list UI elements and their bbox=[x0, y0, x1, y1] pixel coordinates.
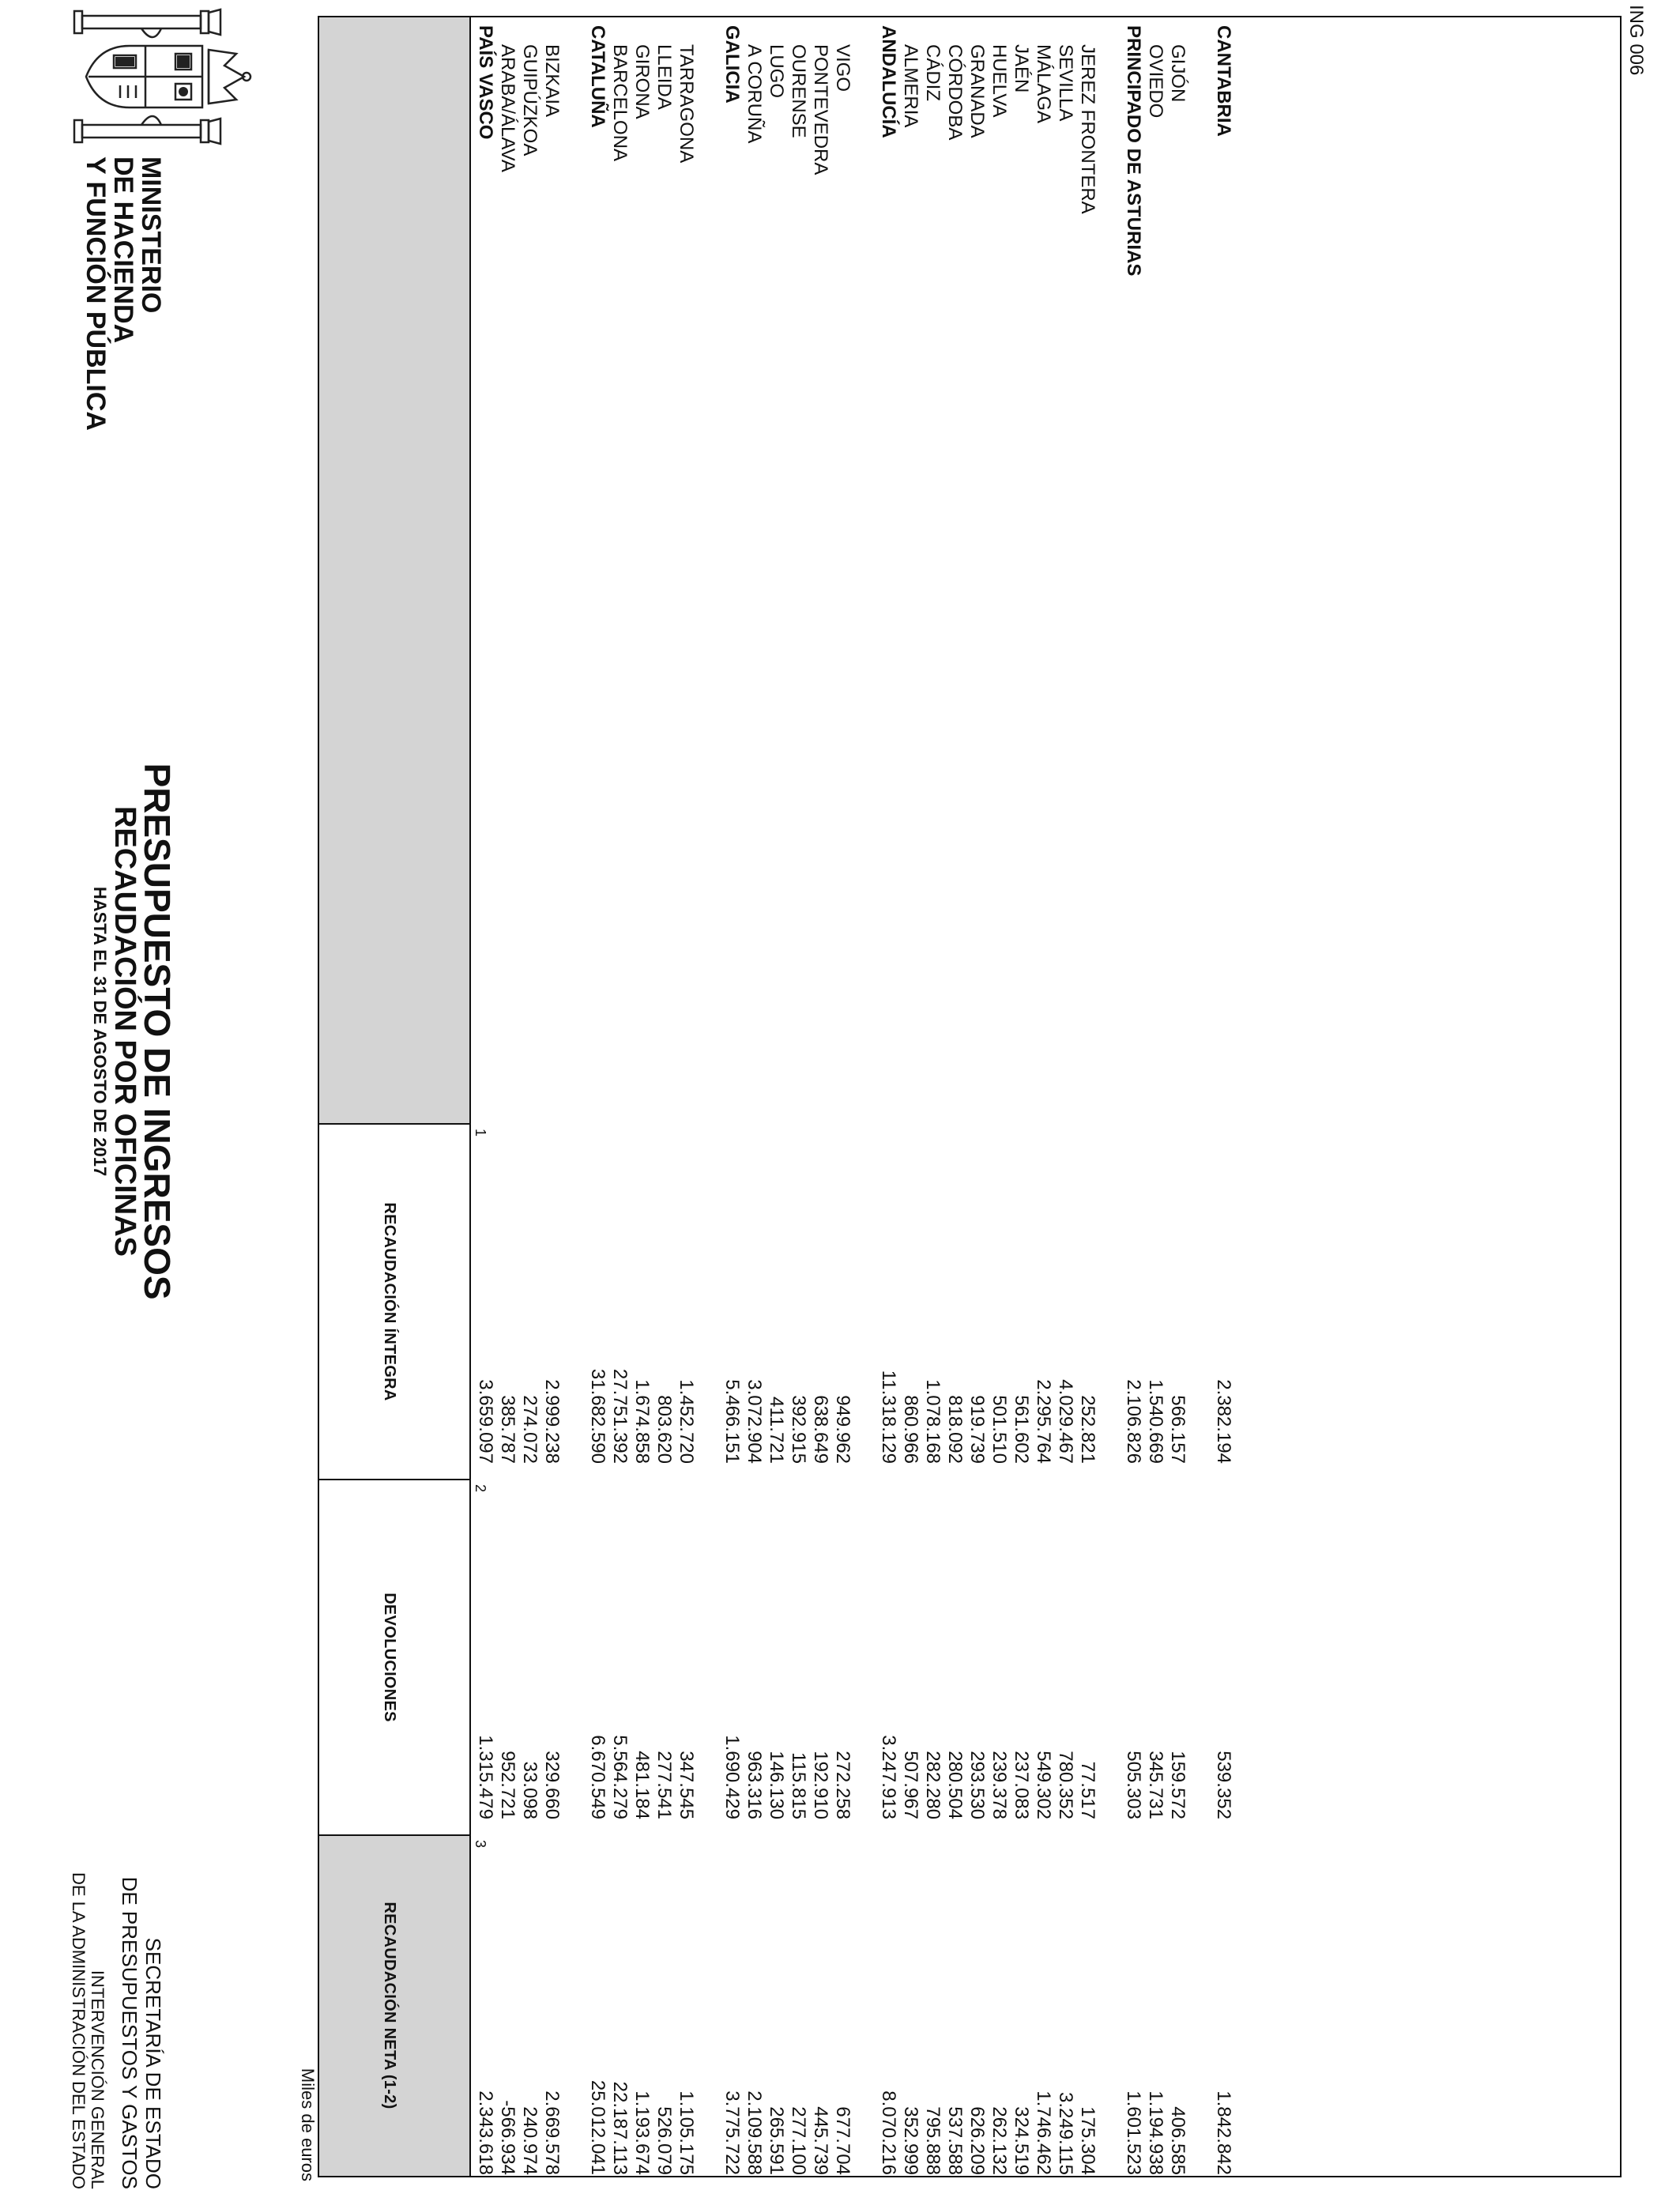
row-label: VIGO bbox=[832, 44, 853, 92]
cell-devoluciones: 345.731 bbox=[1145, 1751, 1166, 1819]
column-divider bbox=[319, 1479, 469, 1480]
secretaria-line-2: DE PRESUPUESTOS Y GASTOS bbox=[118, 1876, 141, 2189]
row-label: SEVILLA bbox=[1055, 44, 1076, 122]
cell-devoluciones: 780.352 bbox=[1055, 1751, 1076, 1819]
cell-integra: 501.510 bbox=[989, 1395, 1010, 1464]
cell-neta: 1.746.462 bbox=[1033, 2090, 1054, 2175]
table-header bbox=[319, 17, 471, 2176]
cell-integra: 11.318.129 bbox=[878, 1370, 899, 1464]
cell-devoluciones: 505.303 bbox=[1123, 1751, 1144, 1819]
row-label: GUIPÚZKOA bbox=[519, 44, 541, 156]
cell-devoluciones: 282.280 bbox=[922, 1751, 944, 1819]
cell-neta: 277.100 bbox=[788, 2106, 809, 2175]
row-label: LUGO bbox=[766, 44, 787, 99]
row-label: GIRONA bbox=[631, 44, 653, 119]
row-label: HUELVA bbox=[989, 44, 1010, 118]
cell-devoluciones: 239.378 bbox=[989, 1751, 1010, 1819]
column-number-3: 3 bbox=[473, 1840, 488, 1849]
row-label: GRANADA bbox=[966, 44, 988, 138]
cell-neta: 526.079 bbox=[654, 2106, 675, 2175]
issuing-body bbox=[69, 1652, 165, 2189]
cell-integra: 1.078.168 bbox=[922, 1379, 944, 1464]
cell-devoluciones: 1.315.479 bbox=[475, 1735, 496, 1819]
row-label: PAÍS VASCO bbox=[475, 25, 496, 140]
cell-devoluciones: 237.083 bbox=[1011, 1751, 1032, 1819]
row-label: GIJÓN bbox=[1167, 44, 1188, 103]
cell-neta: 537.588 bbox=[944, 2106, 966, 2175]
cell-integra: 411.721 bbox=[766, 1397, 787, 1464]
cell-neta: 25.012.041 bbox=[587, 2079, 608, 2175]
cell-integra: 949.962 bbox=[832, 1395, 853, 1464]
row-label: ANDALUCÍA bbox=[878, 25, 899, 138]
cell-integra: 392.915 bbox=[788, 1395, 809, 1464]
row-label: TARRAGONA bbox=[676, 44, 697, 164]
cell-devoluciones: 280.504 bbox=[944, 1751, 966, 1819]
intervencion-line-1: INTERVENCIÓN GENERAL bbox=[88, 1970, 107, 2189]
header-neta-label: RECAUDACIÓN NETA (1-2) bbox=[381, 1902, 398, 2109]
row-label: JAÉN bbox=[1011, 44, 1032, 93]
cell-neta: 3.249.115 bbox=[1055, 2092, 1076, 2175]
cell-devoluciones: 963.316 bbox=[744, 1751, 765, 1819]
header-devoluciones-cell bbox=[319, 1480, 469, 1835]
cell-integra: 3.072.904 bbox=[744, 1379, 765, 1464]
cell-neta: 262.132 bbox=[989, 2106, 1010, 2175]
cell-devoluciones: 33.098 bbox=[519, 1761, 541, 1819]
row-label: BIZKAIA bbox=[541, 44, 563, 118]
ministry-name bbox=[81, 156, 164, 599]
page-subtitle: RECAUDACIÓN POR OFICINAS bbox=[108, 805, 141, 1257]
cell-neta: 22.187.113 bbox=[609, 2081, 631, 2175]
report-titles bbox=[89, 707, 178, 1355]
cell-neta: 8.070.216 bbox=[878, 2090, 899, 2175]
cell-neta: 626.209 bbox=[966, 2106, 988, 2175]
row-label: PRINCIPADO DE ASTURIAS bbox=[1123, 25, 1144, 277]
cell-integra: 566.157 bbox=[1167, 1395, 1188, 1464]
cell-integra: 274.072 bbox=[519, 1395, 541, 1464]
cell-neta: 2.343.618 bbox=[475, 2090, 496, 2175]
ministry-line-2: DE HACIENDA bbox=[108, 156, 138, 344]
cell-devoluciones: 159.572 bbox=[1167, 1751, 1188, 1819]
cell-neta: 795.888 bbox=[922, 2106, 944, 2175]
cell-integra: 860.966 bbox=[900, 1395, 921, 1464]
cell-devoluciones: 1.690.429 bbox=[721, 1735, 743, 1819]
cell-devoluciones: 481.184 bbox=[631, 1751, 653, 1819]
cell-devoluciones: 115.815 bbox=[788, 1752, 809, 1819]
column-number-2: 2 bbox=[473, 1484, 488, 1493]
page-title: PRESUPUESTO DE INGRESOS bbox=[137, 763, 178, 1300]
cell-neta: 2.669.578 bbox=[541, 2090, 563, 2175]
cell-integra: 27.751.392 bbox=[609, 1368, 631, 1464]
cell-devoluciones: 3.247.913 bbox=[878, 1735, 899, 1819]
cell-devoluciones: 77.517 bbox=[1077, 1761, 1098, 1819]
coat-of-arms-icon bbox=[51, 6, 256, 147]
column-divider bbox=[319, 1123, 469, 1125]
cell-neta: 1.842.842 bbox=[1213, 2090, 1234, 2175]
cell-devoluciones: 146.130 bbox=[766, 1751, 787, 1819]
cell-integra: 818.092 bbox=[944, 1395, 966, 1464]
cell-integra: 2.106.826 bbox=[1123, 1379, 1144, 1464]
row-label: LLEIDA bbox=[654, 44, 675, 110]
cell-neta: 2.109.588 bbox=[744, 2090, 765, 2175]
cell-integra: 561.602 bbox=[1011, 1395, 1032, 1464]
ministry-line-1: MINISTERIO bbox=[136, 156, 166, 314]
cell-neta: 1.194.938 bbox=[1145, 2090, 1166, 2175]
cell-integra: 3.659.097 bbox=[475, 1379, 496, 1464]
row-label: OVIEDO bbox=[1145, 44, 1166, 119]
cell-neta: 352.999 bbox=[900, 2106, 921, 2175]
row-label: CÓRDOBA bbox=[944, 44, 966, 141]
cell-neta: 1.105.175 bbox=[676, 2090, 697, 2175]
intervencion-line-2: DE LA ADMINISTRACIÓN DEL ESTADO bbox=[69, 1872, 89, 2189]
secretaria-line-1: SECRETARÍA DE ESTADO bbox=[141, 1937, 165, 2189]
ministry-line-3: Y FUNCIÓN PÚBLICA bbox=[81, 156, 111, 431]
cell-devoluciones: 5.564.279 bbox=[609, 1735, 631, 1819]
cell-integra: 1.674.858 bbox=[631, 1379, 653, 1464]
row-label: OURENSE bbox=[788, 44, 809, 138]
cell-neta: 1.601.523 bbox=[1123, 2090, 1144, 2175]
cell-integra: 803.620 bbox=[654, 1395, 675, 1464]
row-label: GALICIA bbox=[721, 25, 743, 104]
row-label: CÁDIZ bbox=[922, 44, 944, 101]
cell-neta: 324.519 bbox=[1011, 2106, 1032, 2175]
cell-neta: 175.304 bbox=[1077, 2106, 1098, 2175]
header-integra-label: RECAUDACIÓN ÍNTEGRA bbox=[381, 1202, 398, 1401]
header-devoluciones-label: DEVOLUCIONES bbox=[381, 1593, 398, 1722]
cell-integra: 31.682.590 bbox=[587, 1368, 608, 1464]
cell-devoluciones: 952.721 bbox=[497, 1751, 518, 1819]
cell-integra: 2.999.238 bbox=[541, 1379, 563, 1464]
row-label: PONTEVEDRA bbox=[810, 44, 831, 175]
row-label: BARCELONA bbox=[609, 44, 631, 162]
cell-devoluciones: 549.302 bbox=[1033, 1751, 1054, 1819]
cell-neta: 1.193.674 bbox=[631, 2090, 653, 2175]
cell-integra: 2.295.764 bbox=[1033, 1379, 1054, 1464]
column-divider bbox=[319, 1834, 469, 1836]
cell-devoluciones: 192.910 bbox=[810, 1751, 831, 1819]
document-code: ING 006 bbox=[1625, 5, 1647, 76]
cell-integra: 638.649 bbox=[810, 1395, 831, 1464]
row-label: JEREZ FRONTERA bbox=[1077, 44, 1098, 214]
cell-integra: 385.787 bbox=[497, 1395, 518, 1464]
column-number-1: 1 bbox=[473, 1129, 488, 1137]
cell-devoluciones: 277.541 bbox=[654, 1751, 675, 1819]
cell-neta: 240.974 bbox=[519, 2106, 541, 2175]
cell-integra: 5.466.151 bbox=[721, 1379, 743, 1464]
cell-devoluciones: 272.258 bbox=[832, 1751, 853, 1819]
cell-devoluciones: 507.967 bbox=[900, 1751, 921, 1819]
cell-integra: 2.382.194 bbox=[1213, 1379, 1234, 1464]
row-label: CANTABRIA bbox=[1213, 25, 1234, 137]
cell-integra: 1.452.720 bbox=[676, 1379, 697, 1464]
row-label: CATALUÑA bbox=[587, 25, 608, 128]
report-date: HASTA EL 31 DE AGOSTO DE 2017 bbox=[90, 886, 110, 1177]
header-neta-cell bbox=[319, 1835, 469, 2176]
cell-integra: 4.029.467 bbox=[1055, 1379, 1076, 1464]
cell-devoluciones: 293.530 bbox=[966, 1751, 988, 1819]
cell-neta: 406.585 bbox=[1167, 2106, 1188, 2175]
row-label: ALMERIA bbox=[900, 44, 921, 128]
units-label: Miles de euros bbox=[298, 2068, 318, 2181]
cell-neta: -566.934 bbox=[497, 2100, 518, 2175]
row-label: A CORUÑA bbox=[744, 44, 765, 144]
collection-table bbox=[318, 16, 1622, 2177]
cell-devoluciones: 329.660 bbox=[541, 1751, 563, 1819]
cell-devoluciones: 539.352 bbox=[1213, 1751, 1234, 1819]
header-integra-cell bbox=[319, 1124, 469, 1480]
cell-integra: 252.821 bbox=[1077, 1395, 1098, 1464]
cell-integra: 1.540.669 bbox=[1145, 1379, 1166, 1464]
row-label: MÁLAGA bbox=[1033, 44, 1054, 124]
cell-neta: 445.739 bbox=[810, 2106, 831, 2175]
cell-devoluciones: 6.670.549 bbox=[587, 1735, 608, 1819]
cell-neta: 265.591 bbox=[766, 2106, 787, 2175]
cell-devoluciones: 347.545 bbox=[676, 1751, 697, 1819]
row-label: ARABA/ÁLAVA bbox=[497, 44, 518, 172]
cell-neta: 677.704 bbox=[832, 2106, 853, 2175]
cell-integra: 919.739 bbox=[966, 1395, 988, 1464]
cell-neta: 3.775.722 bbox=[721, 2090, 743, 2175]
header-name-cell bbox=[319, 17, 469, 1124]
